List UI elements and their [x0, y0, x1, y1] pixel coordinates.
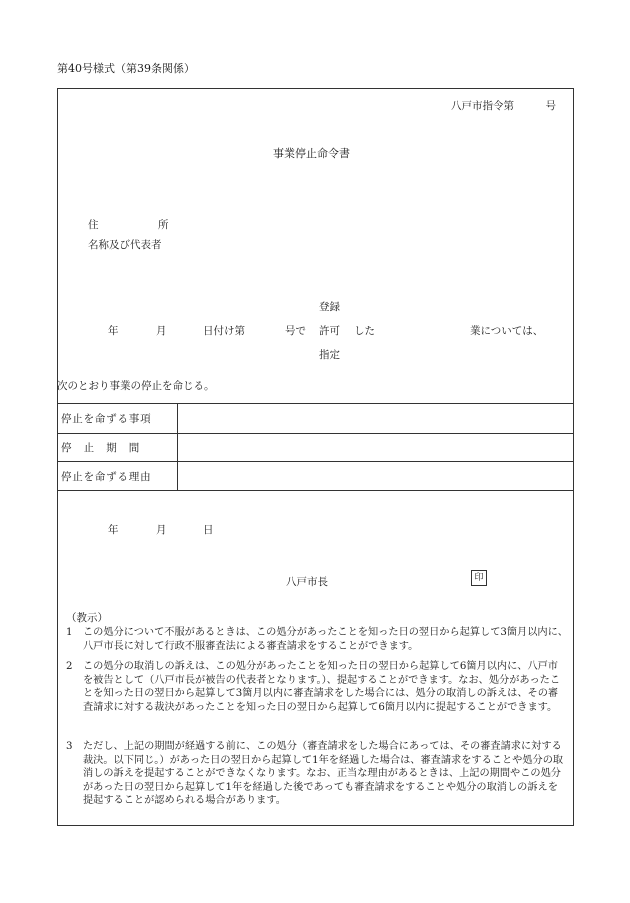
type-designation: 指定 — [319, 349, 340, 361]
table-row-label: 停止を命ずる事項 — [61, 413, 152, 425]
note-item — [66, 626, 568, 653]
type-permission: 許可 — [319, 325, 340, 337]
note-text: この処分の取消しの訴えは、この処分があったことを知った日の翌日から起算して6箇月以内に、八戸市を被告として（八戸市長が被告の代表者となります。）、提起することができます。なお、処分があったことを知った日の翌日から起算して3箇月以内に審査請求をした場合には、処分の取消しの訴えは、その審査請求に対する裁決があったことを知った日の翌日から起算して6箇月以内に提起することができます。 — [83, 661, 561, 713]
document-title: 事業停止命令書 — [273, 147, 350, 160]
order-sentence: 次のとおり事業の停止を命じる。 — [57, 380, 215, 392]
note-item — [66, 740, 568, 808]
table-row-divider — [57, 433, 574, 434]
issue-year: 年 — [108, 524, 119, 536]
note-item — [66, 660, 568, 714]
form-frame — [57, 88, 574, 826]
registration-did: した — [354, 325, 375, 337]
name-representative-label: 名称及び代表者 — [88, 239, 162, 251]
note-number: 3 — [66, 741, 73, 752]
issue-day: 日 — [203, 524, 214, 536]
registration-month: 月 — [156, 325, 167, 337]
document-number: 八戸市指令第 号 — [451, 100, 556, 112]
address-label-sho: 所 — [158, 219, 169, 231]
note-text: ただし、上記の期間が経過する前に、この処分（審査請求をした場合にあっては、その審査請求に対する裁決。以下同じ。）があった日の翌日から起算して1年を経過した場合は、審査請求をすることや処分の取消しの訴えを提起することができなくなります。なお、正当な理由があるときは、上記の期間やこの処分があった日の翌日から起算して1年を経過した後であっても審査請求をすることや処分の取消しの訴えを提起することが認められる場合があります。 — [83, 741, 564, 806]
table-top-line — [57, 403, 574, 404]
registration-number-suffix: 号で — [285, 325, 306, 337]
address-label-ju: 住 — [88, 219, 99, 231]
notes-title: （教示） — [66, 612, 108, 624]
table-bottom-line — [57, 490, 574, 491]
note-number: 1 — [66, 627, 73, 638]
table-column-divider — [177, 403, 178, 490]
registration-year: 年 — [108, 325, 119, 337]
registration-date-prefix: 日付け第 — [203, 325, 245, 337]
note-text: この処分について不服があるときは、この処分があったことを知った日の翌日から起算して3箇月以内に、八戸市長に対して行政不服審査法による審査請求をすることができます。 — [83, 627, 568, 652]
issue-month: 月 — [156, 524, 167, 536]
table-row-divider — [57, 461, 574, 462]
note-number: 2 — [66, 661, 73, 672]
seal-mark: 印 — [471, 570, 487, 586]
type-registration: 登録 — [319, 301, 340, 313]
business-suffix: 業については、 — [470, 325, 544, 337]
mayor-name: 八戸市長 — [286, 576, 328, 588]
table-row-label: 停止を命ずる理由 — [61, 471, 152, 483]
form-caption: 第40号様式（第39条関係） — [57, 62, 195, 75]
table-row-label: 停 止 期 間 — [61, 442, 141, 454]
